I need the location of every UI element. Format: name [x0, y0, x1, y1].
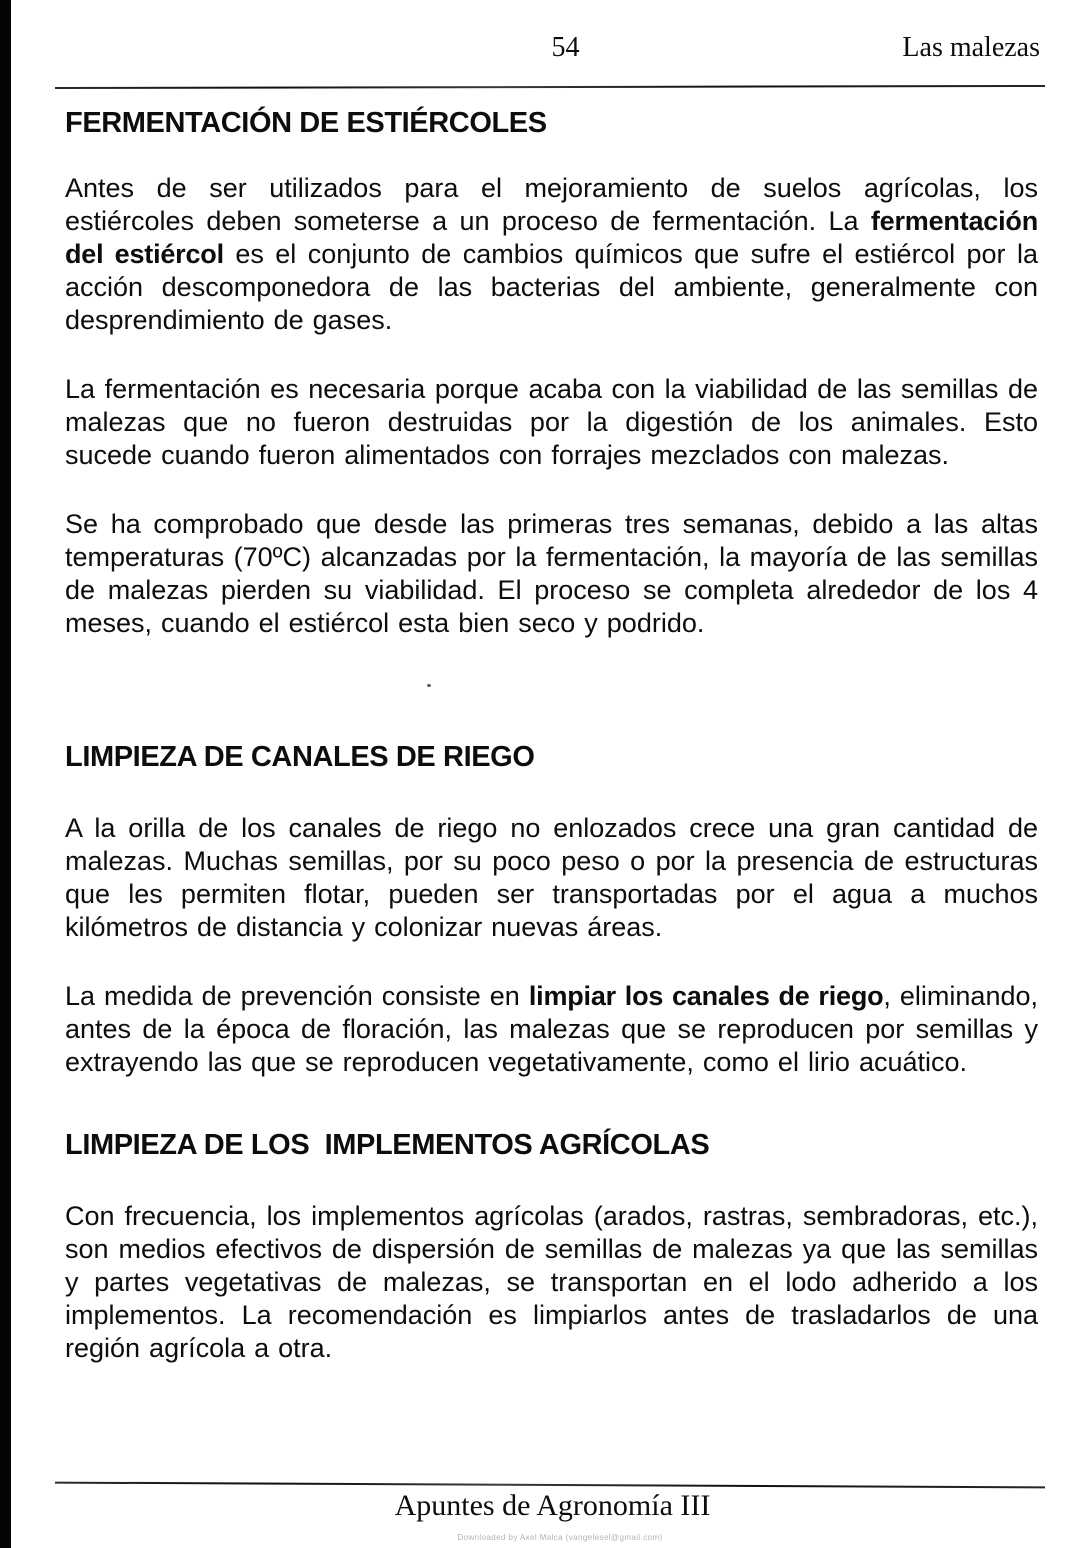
text-run: Con frecuencia, los implementos agrícolas (arados, rastras, sembradoras, etc.), son medios efectivos de dispersión de semillas de malezas ya que las semillas y partes vegetativas de malezas, se transportan en el lodo adherido a los implementos. La recomendación es limpiarlos antes de trasladarlos de una región agrícola a otra. — [65, 1201, 1038, 1363]
section — [65, 741, 1038, 1079]
paragraph — [65, 980, 1038, 1079]
text-run: La medida de prevención consiste en — [65, 981, 529, 1011]
paragraph — [65, 172, 1038, 337]
page-number: 54 — [551, 32, 580, 63]
page-header — [65, 32, 1040, 68]
text-run: , eliminando, antes de la época de floración, las malezas que se reproducen por semillas y extrayendo las que se reproducen vegetativamente, como el lirio acuático. — [65, 981, 1038, 1077]
section — [65, 107, 1038, 640]
paragraph — [65, 508, 1038, 640]
footer-title: Apuntes de Agronomía III — [394, 1489, 711, 1522]
document-body — [65, 107, 1038, 1401]
scanner-edge-artifact — [0, 0, 11, 1548]
text-run: Antes de ser utilizados para el mejoramiento de suelos agrícolas, los estiércoles deben someterse a un proceso de fermentación. La — [65, 173, 1038, 236]
section-heading: LIMPIEZA DE LOS IMPLEMENTOS AGRÍCOLAS — [65, 1129, 710, 1161]
section-heading: LIMPIEZA DE CANALES DE RIEGO — [65, 741, 535, 773]
download-watermark: Downloaded by Axel Malca (vangelesel@gmail.com) — [457, 1533, 663, 1542]
section — [65, 1129, 1038, 1365]
header-divider — [55, 85, 1045, 89]
text-run: es el conjunto de cambios químicos que sufre el estiércol por la acción descomponedora de las bacterias del ambiente, generalmente con desprendimiento de gases. — [65, 239, 1038, 335]
text-run: Se ha comprobado que desde las primeras tres semanas, debido a las altas temperaturas (70ºC) alcanzadas por la fermentación, la mayoría de las semillas de malezas pierden su viabilidad. El proceso se completa alrededor de los 4 meses, cuando el estiércol esta bien seco y podrido. — [65, 509, 1038, 638]
text-run: La fermentación es necesaria porque acaba con la viabilidad de las semillas de malezas que no fueron destruidas por la digestión de los animales. Esto sucede cuando fueron alimentados con forrajes mezclados con malezas. — [65, 374, 1038, 470]
paragraph — [65, 812, 1038, 944]
running-title: Las malezas — [902, 32, 1040, 63]
page-footer — [65, 1489, 1040, 1523]
footer-divider — [55, 1482, 1045, 1489]
bold-text-run: limpiar los canales de riego — [528, 981, 884, 1011]
paragraph — [65, 373, 1038, 472]
scan-speck — [427, 684, 431, 687]
section-heading: FERMENTACIÓN DE ESTIÉRCOLES — [65, 107, 547, 139]
text-run: A la orilla de los canales de riego no enlozados crece una gran cantidad de malezas. Muchas semillas, por su poco peso o por la presencia de estructuras que les permiten flotar, pueden ser transportadas por el agua a muchos kilómetros de distancia y colonizar nuevas áreas. — [65, 813, 1038, 942]
bold-text-run: fermentación del estiércol — [65, 206, 1038, 269]
paragraph — [65, 1200, 1038, 1365]
